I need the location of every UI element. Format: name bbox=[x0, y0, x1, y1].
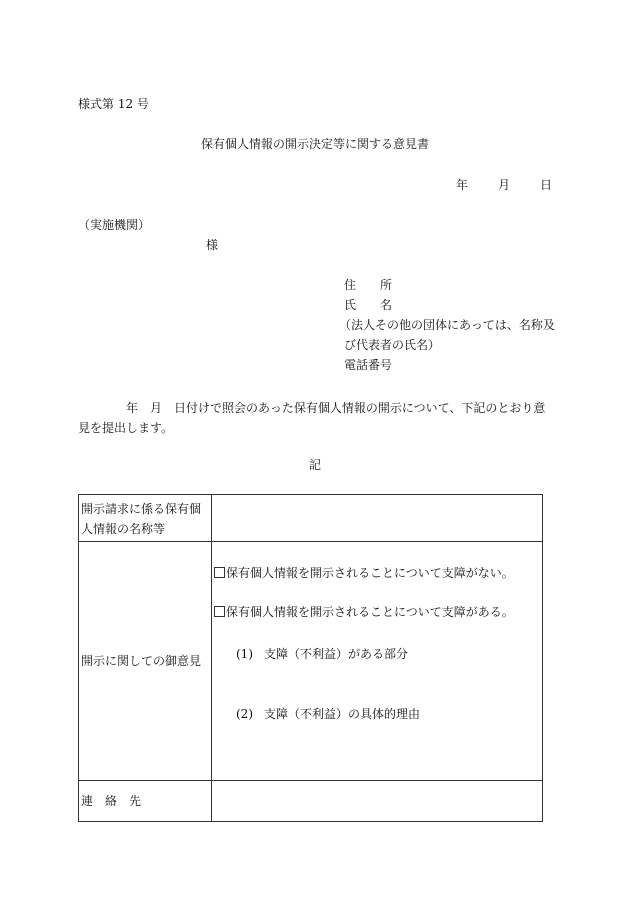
sender-name-label: 氏 名 bbox=[344, 298, 393, 312]
table-row-contact bbox=[79, 781, 543, 822]
row2-label: 開示に関しての御意見 bbox=[79, 542, 212, 781]
table-row-info-name bbox=[79, 495, 543, 542]
sender-note-line1: （法人その他の団体にあっては、名称及 bbox=[339, 318, 555, 332]
sub-item-number: (1) bbox=[236, 647, 253, 661]
sub-item-label: 支障（不利益）がある部分 bbox=[264, 647, 409, 661]
row3-label: 連 絡 先 bbox=[79, 781, 212, 822]
sender-address-label: 住 所 bbox=[344, 278, 393, 292]
option-objection[interactable] bbox=[214, 606, 514, 618]
sender-phone-label: 電話番号 bbox=[344, 358, 393, 372]
ki-heading: 記 bbox=[308, 458, 321, 472]
row1-value-field[interactable] bbox=[212, 495, 543, 542]
sub-item-number: (2) bbox=[236, 707, 253, 721]
sub-item-label: 支障（不利益）の具体的理由 bbox=[264, 707, 421, 721]
form-number: 様式第 12 号 bbox=[78, 97, 149, 111]
option-objection-label: 保有個人情報を開示されることについて支障がある。 bbox=[226, 605, 514, 619]
sub-item-affected-part bbox=[236, 648, 408, 660]
checkbox-icon[interactable] bbox=[214, 606, 225, 617]
date-day-label: 日 bbox=[539, 178, 552, 192]
addressee-agency: （実施機関） bbox=[78, 218, 151, 232]
table-row-opinion bbox=[79, 542, 543, 781]
contact-value-field[interactable] bbox=[212, 781, 543, 822]
sender-note-line2: び代表者の氏名） bbox=[344, 338, 441, 352]
option-no-objection[interactable] bbox=[214, 567, 514, 579]
date-line bbox=[456, 179, 552, 191]
page-title: 保有個人情報の開示決定等に関する意見書 bbox=[200, 137, 429, 151]
sub-item-specific-reason bbox=[236, 708, 420, 720]
checkbox-icon[interactable] bbox=[214, 567, 225, 578]
option-no-objection-label: 保有個人情報を開示されることについて支障がない。 bbox=[226, 566, 514, 580]
date-year-label: 年 bbox=[455, 178, 468, 192]
body-paragraph: 年 月 日付けで照会のあった保有個人情報の開示について、下記のとおり意見を提出します。 bbox=[78, 401, 546, 435]
date-month-label: 月 bbox=[497, 178, 510, 192]
row1-label: 開示請求に係る保有個人情報の名称等 bbox=[79, 495, 212, 542]
opinion-table bbox=[78, 494, 543, 822]
addressee-honorific: 様 bbox=[206, 238, 219, 252]
opinion-cell bbox=[212, 542, 543, 781]
